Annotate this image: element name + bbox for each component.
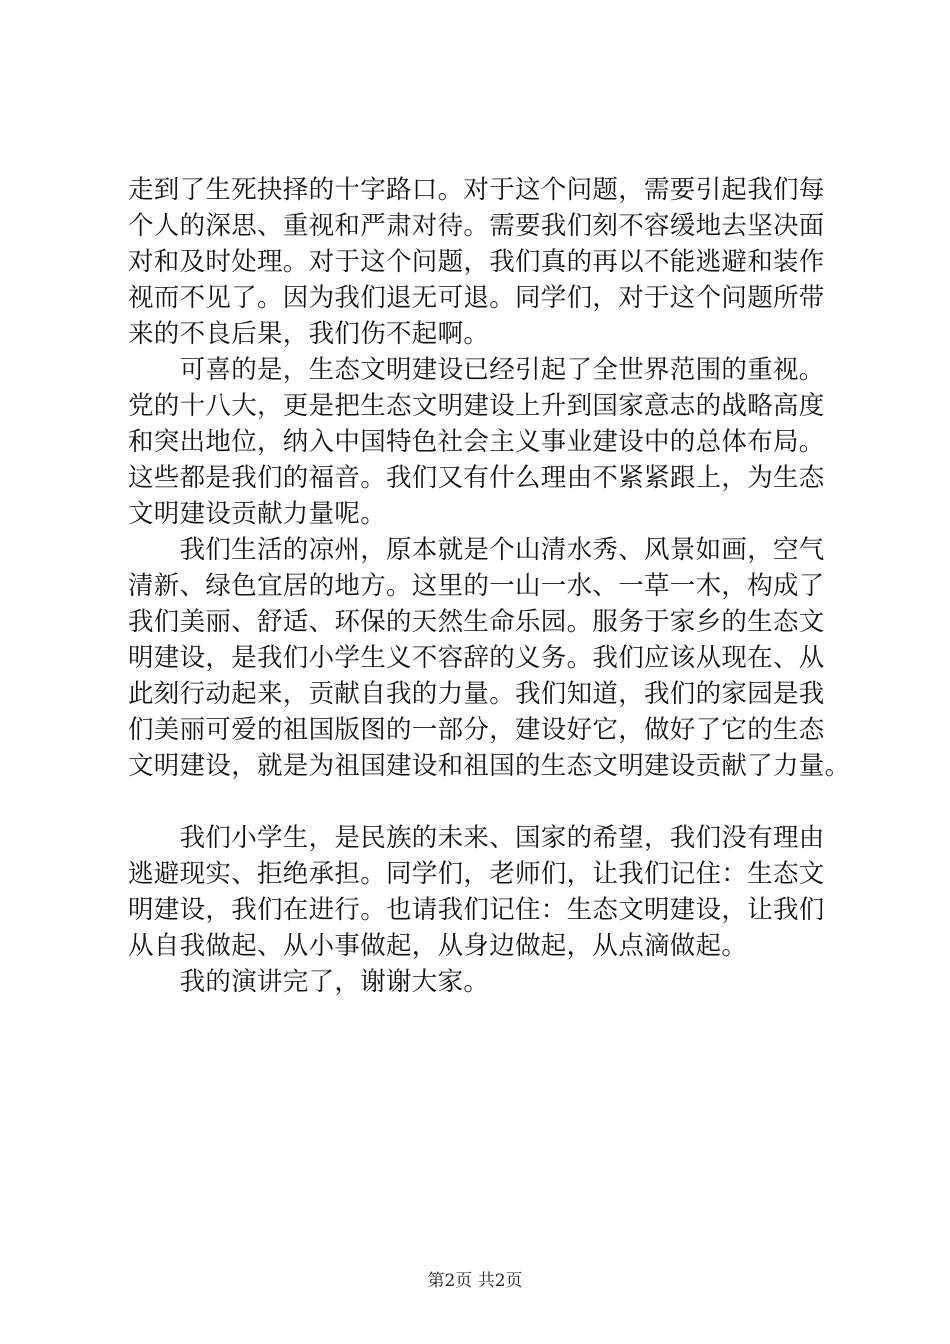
- text-line: 明建设，我们在进行。也请我们记住：生态文明建设，让我们: [128, 895, 825, 925]
- text-line: 党的十八大，更是把生态文明建设上升到国家意志的战略高度: [128, 391, 825, 421]
- text-line: 们美丽可爱的祖国版图的一部分，建设好它，做好了它的生态: [128, 715, 825, 745]
- text-line: 明建设，是我们小学生义不容辞的义务。我们应该从现在、从: [128, 643, 825, 673]
- text-line: 清新、绿色宜居的地方。这里的一山一水、一草一木，构成了: [128, 571, 825, 601]
- text-line: 我的演讲完了，谢谢大家。: [128, 967, 490, 997]
- text-line: 走到了生死抉择的十字路口。对于这个问题，需要引起我们每: [128, 175, 825, 205]
- text-line: 可喜的是，生态文明建设已经引起了全世界范围的重视。: [128, 355, 825, 385]
- text-line: 逃避现实、拒绝承担。同学们，老师们，让我们记住：生态文: [128, 859, 825, 889]
- text-line: 此刻行动起来，贡献自我的力量。我们知道，我们的家园是我: [128, 679, 825, 709]
- text-line: 文明建设，就是为祖国建设和祖国的生态文明建设贡献了力量。: [128, 751, 851, 781]
- page-number-footer: 第2页 共2页: [427, 1271, 523, 1291]
- text-line: 视而不见了。因为我们退无可退。同学们，对于这个问题所带: [128, 283, 825, 313]
- text-line: 我们小学生，是民族的未来、国家的希望，我们没有理由: [128, 823, 825, 853]
- text-line: 和突出地位，纳入中国特色社会主义事业建设中的总体布局。: [128, 427, 825, 457]
- text-line: 这些都是我们的福音。我们又有什么理由不紧紧跟上，为生态: [128, 463, 825, 493]
- text-line: 来的不良后果，我们伤不起啊。: [128, 319, 490, 349]
- text-line: 我们生活的凉州，原本就是个山清水秀、风景如画，空气: [128, 535, 825, 565]
- text-line: 我们美丽、舒适、环保的天然生命乐园。服务于家乡的生态文: [128, 607, 825, 637]
- speech-body: [128, 172, 851, 1000]
- paragraph-gap: [128, 784, 848, 820]
- text-line: 从自我做起、从小事做起，从身边做起，从点滴做起。: [128, 931, 748, 961]
- text-line: 对和及时处理。对于这个问题，我们真的再以不能逃避和装作: [128, 247, 825, 277]
- text-line: 文明建设贡献力量呢。: [128, 499, 387, 529]
- text-line: 个人的深思、重视和严肃对待。需要我们刻不容缓地去坚决面: [128, 211, 825, 241]
